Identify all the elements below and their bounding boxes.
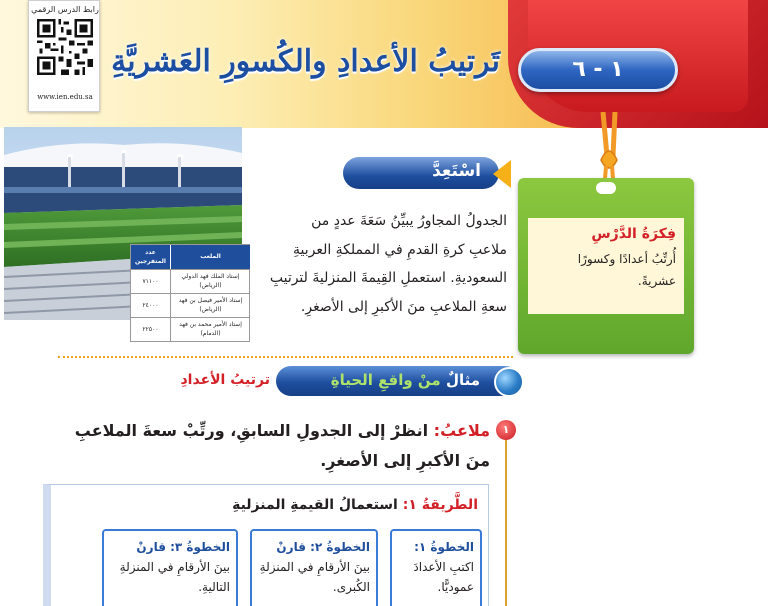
get-ready-label: اسْتَعِدَّ bbox=[432, 161, 481, 181]
get-ready-line: السعوديةِ. استعملِ القِيمةَ المنزليةَ لترتيبِ bbox=[269, 270, 507, 286]
real-life-example-label bbox=[331, 371, 480, 389]
table-header-stadium: الملعب bbox=[171, 245, 250, 269]
step-2-box bbox=[250, 529, 378, 606]
table-cell-stadium: إستاد الملك فهد الدولي (الرياض) bbox=[171, 269, 250, 293]
table-cell-spectators: ٧١١٠٠ bbox=[131, 269, 171, 293]
example-prefix: مثالٌ bbox=[445, 371, 480, 389]
card-hole bbox=[596, 182, 616, 194]
lesson-idea-card bbox=[518, 178, 694, 354]
step-heading: الخطوةُ ٣: قارنْ bbox=[136, 540, 230, 554]
example-question-text: انظرْ إلى الجدولِ السابقِ، ورتِّبْ سعةَ الملاعبِ منَ الأكبرِ إلى الأصغرِ. bbox=[74, 421, 490, 470]
lesson-title: تَرتيبُ الأعدادِ والكُسورِ العَشريَّةِ bbox=[111, 44, 500, 79]
step-body: بينَ الأرقامِ في المنزلةِ التاليةِ. bbox=[119, 560, 230, 594]
method-title-text: استعمالُ القيمةِ المنزليةِ bbox=[232, 497, 398, 513]
pointer-arrow-icon bbox=[493, 160, 511, 188]
real-life-example-pill bbox=[276, 366, 520, 396]
method-title bbox=[232, 497, 478, 513]
method-box bbox=[43, 484, 489, 606]
lesson-idea-text: أُرتِّبُ أعدادًا وكسورًا عشريةً. bbox=[577, 252, 676, 288]
method-keyword: الطَّريقةُ ١: bbox=[402, 497, 478, 513]
lesson-number-badge bbox=[518, 48, 678, 92]
get-ready-pill bbox=[343, 157, 499, 189]
get-ready-line: سعةِ الملاعبِ منَ الأكبرِ إلى الأصغرِ. bbox=[300, 298, 507, 315]
table-cell-spectators: ٢٤٠٠٠ bbox=[131, 293, 171, 317]
section-divider bbox=[58, 356, 513, 358]
lesson-number: ١ - ٦ bbox=[572, 57, 624, 82]
get-ready-text bbox=[245, 207, 507, 321]
step-body: بينَ الأرقامِ في المنزلةِ الكُبرى. bbox=[259, 560, 370, 594]
qr-url[interactable]: www.ien.edu.sa bbox=[37, 93, 93, 101]
step-1-box bbox=[390, 529, 482, 606]
get-ready-line: ملاعبِ كرةِ القدمِ في المملكةِ العربيةِ bbox=[292, 241, 507, 258]
example-suffix: منْ واقعِ الحياةِ bbox=[330, 371, 441, 389]
step-heading: الخطوةُ ٢: قارنْ bbox=[276, 540, 370, 554]
example-question bbox=[74, 416, 490, 476]
example-side-line bbox=[505, 440, 507, 606]
lesson-idea-title: فِكرَةُ الدَّرْسِ bbox=[591, 226, 676, 242]
qr-label: رابط الدرس الرقمي bbox=[31, 5, 99, 14]
example-number-badge: ١ bbox=[496, 420, 516, 440]
table-header-spectators: عدد المتفرجين bbox=[131, 245, 171, 269]
table-cell-stadium: إستاد الأمير محمد بن فهد (الدمام) bbox=[171, 317, 250, 341]
table-cell-stadium: إستاد الأمير فيصل بن فهد (الرياض) bbox=[171, 293, 250, 317]
globe-icon bbox=[494, 367, 524, 397]
stadium-capacity-table bbox=[130, 244, 250, 342]
table-cell-spectators: ٢٢٥٠٠ bbox=[131, 317, 171, 341]
section-heading: ترتيبُ الأعدادِ bbox=[180, 372, 270, 388]
step-3-box bbox=[102, 529, 238, 606]
example-keyword: ملاعبُ: bbox=[433, 421, 490, 440]
lesson-idea-panel bbox=[528, 218, 684, 314]
step-heading: الخطوةُ ١: bbox=[414, 540, 474, 554]
get-ready-line: الجدولُ المجاورُ يبيِّنُ سَعَةَ عددٍ من bbox=[311, 213, 507, 229]
step-body: اكتبِ الأعدادَ عموديًّا. bbox=[413, 560, 474, 594]
